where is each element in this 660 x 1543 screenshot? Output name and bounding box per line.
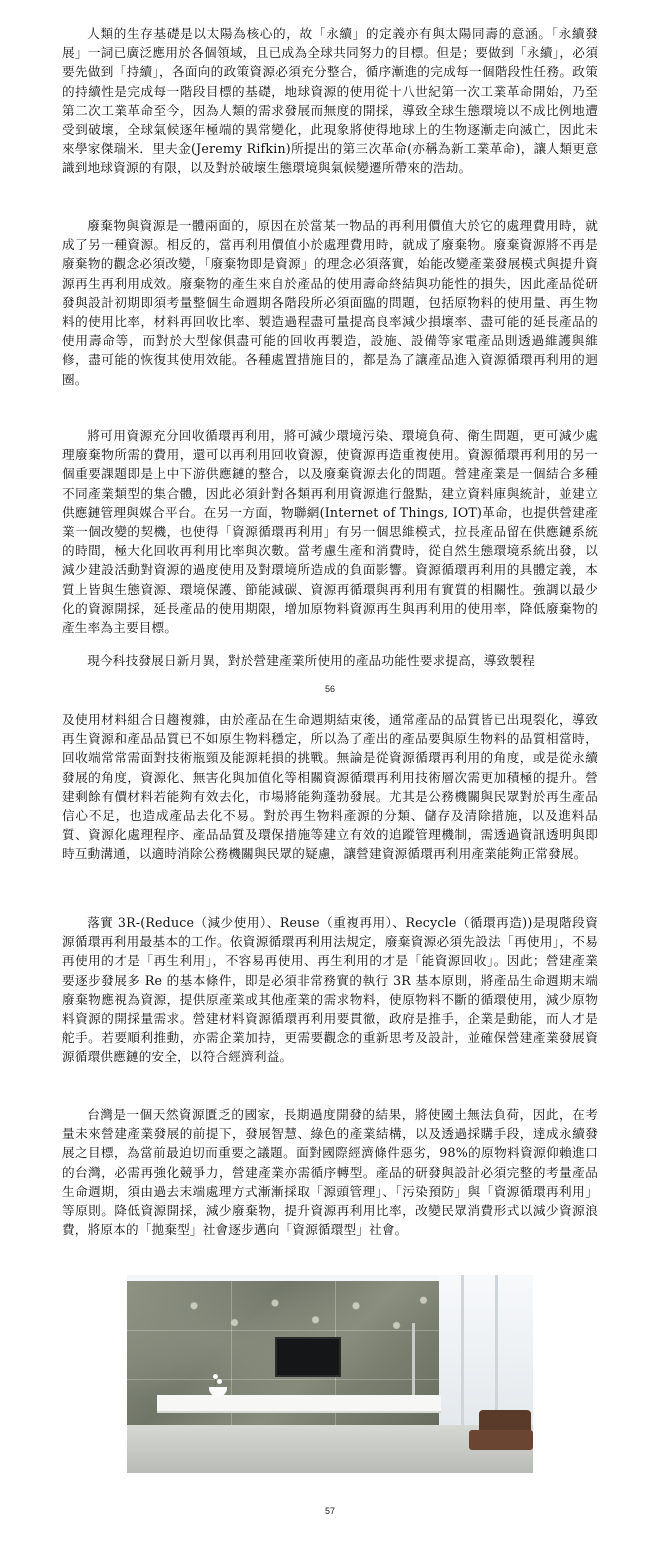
paragraph-taiwan: 台灣是一個天然資源匱乏的國家，長期過度開發的結果，將使國土無法負荷，因此，在考量未來營建產業發展的前提下，發展智慧、綠色的產業結構，以及透過採購手段，達成永續發展之目標，為當前最迫切而重要之議題。面對國際經濟條件惡劣，98%的原物料資源仰賴進口的台灣，必需再強化競爭力，營建產業亦需循序轉型。產品的研發與設計必須完整的考量產品生命週期，須由過去末端處理方式漸漸採取「源頭管理」、「污染預防」與「資源循環再利用」等原則。降低資源開採，減少廢棄物，提升資源再利用比率，改變民眾消費形式以減少資源浪費，將原本的「拋棄型」社會逐步邁向「資源循環型」社會。 (62, 1107, 598, 1238)
page-number: 56 (324, 684, 335, 694)
paragraph-recycling: 將可用資源充分回收循環再利用，將可減少環境污染、環境負荷、衛生問題，更可減少處理廢棄物所需的費用，還可以再利用回收資源，使資源再造重複使用。資源循環再利用的另一個重要課題即是上中下游供應鏈的整合，以及廢棄資源去化的問題。營建產業是一個結合多種不同產業類型的集合體，因此必須針對各類再利用資源進行盤點，建立資料庫與統計，並建立供應鏈管理與媒合平台。在另一方面，物聯網(Internet of Things, IOT)革命，也提供營建產業一個改變的契機，也使得「資源循環再利用」有另一個思維模式，拉長產品留在供應鏈系統的時間，極大化回收再利用比率與次數。當考慮生產和消費時，從自然生態環境系統出發，以減少建設活動對資源的過度使用及對環境所造成的負面影響。資源循環再利用的具體定義，本質上皆與生態資源、環境保護、節能減碳、資源再循環與再利用有實質的相關性。強調以最少化的資源開採，延長產品的使用期限，增加原物料資源再生與再利用的使用率，降低廢棄物的產生率為主要目標。 (62, 428, 598, 636)
paragraph-waste-resources: 廢棄物與資源是一體兩面的，原因在於當某一物品的再利用價值大於它的處理費用時，就成了另一種資源。相反的，當再利用價值小於處理費用時，就成了廢棄物。廢棄資源將不再是廢棄物的觀念必須改變，「廢棄物即是資源」的理念必須落實，始能改變產業發展模式與提升資源再生再利用成效。廢棄物的產生來自於產品的使用壽命終結與功能性的損失，因此產品從研發與設計初期即須考量整個生命週期各階段所必須面臨的問題，包括原物料的使用量、再生物料的使用比率，材料再回收比率、製造過程盡可量提高良率減少損壞率、盡可能的延長產品的使用壽命等，而對於大型傢俱盡可能的回收再製造，設施、設備等家電產品則透過維護與維修，盡可能的恢復其使用效能。各種處置措施目的，都是為了讓產品進入資源循環再利用的迴圈。 (62, 218, 598, 387)
armchair-seat (469, 1430, 533, 1450)
page-57 (0, 700, 660, 1543)
paragraph-3r: 落實 3R-(Reduce（減少使用）、Reuse（重複再用）、Recycle（循環再造))是現階段資源循環再利用最基本的工作。依資源循環再利用法規定，廢棄資源必須先設法「再使用」，不易再使用的才是「再生利用」，不容易再使用、再生利用的才是「能資源回收」。因此；營建產業要逐步發展多 Re 的基本條件，即是必須非常務實的執行 3R 基本原則，將產品生命週期末端廢棄物應視為資源，提供原產業或其他產業的需求物料，使原物料不斷的循環使用，減少原物料資源的開採量需求。營建材料資源循環再利用要貫徹，政府是推手，企業是動能，而人才是舵手。若要順利推動，亦需企業加持，更需要觀念的重新思考及設計，並確保營建產業發展資源循環供應鏈的安全，以符合經濟利益。 (62, 915, 598, 1065)
page-number: 57 (324, 1506, 335, 1516)
page-56 (0, 0, 660, 700)
paragraph-materials: 及使用材料組合日趨複雜，由於產品在生命週期結束後，通常產品的品質皆已出現裂化，導致再生資源和產品品質已不如原生物料穩定，所以為了產出的產品要與原生物料的品質相當時，回收端常常需面對技術瓶頸及能源耗損的挑戰。無論是從資源循環再利用的角度，或是從永續發展的角度，資源化、無害化與加值化等相關資源循環再利用技術層次需更加積極的提升。營建剩餘有價材料若能夠有效去化，市場將能夠蓬勃發展。尤其是公務機關與民眾對於再生產品信心不足，也造成產品去化不易。對於再生物料產源的分類、儲存及清除措施，以及進料品質、資源化處理程序、產品品質及環保措施等建立有效的追蹤管理機制，需透過資訊透明與即時互動溝通，以適時消除公務機關與民眾的疑慮，讓營建資源循環再利用產業能夠正常發展。 (62, 712, 598, 862)
interior-photo (127, 1275, 533, 1473)
tv-cabinet (157, 1395, 441, 1413)
floor-lamp (412, 1323, 415, 1403)
orchid-vase (205, 1373, 231, 1397)
paragraph-sustainability: 人類的生存基礎是以太陽為核心的，故「永續」的定義亦有與太陽同壽的意涵。「永續發展」一詞已廣泛應用於各個領域，且已成為全球共同努力的目標。但是；要做到「永續」，必須要先做到「持續」，各面向的政策資源必須充分整合，循序漸進的完成每一個階段性任務。政策的持續性是完成每一階段目標的基礎，地球資源的使用從十八世紀第一次工業革命開始，乃至第二次工業革命至今，因為人類的需求發展而無度的開採，導致全球生態環境以不成比例地遭受到破壞，全球氣候逐年極端的異常變化，此現象將使得地球上的生物逐漸走向滅亡，因此未來學家傑瑞米．里夫金(Jeremy Rifkin)所提出的第三次革命(亦稱為新工業革命)，讓人類更意識到地球資源的有限，以及對於破壞生態環境與氣候變遷所帶來的浩劫。 (62, 26, 598, 176)
paragraph-technology: 現今科技發展日新月異，對於營建產業所使用的產品功能性要求提高，導致製程 (87, 653, 535, 668)
television (275, 1337, 341, 1377)
